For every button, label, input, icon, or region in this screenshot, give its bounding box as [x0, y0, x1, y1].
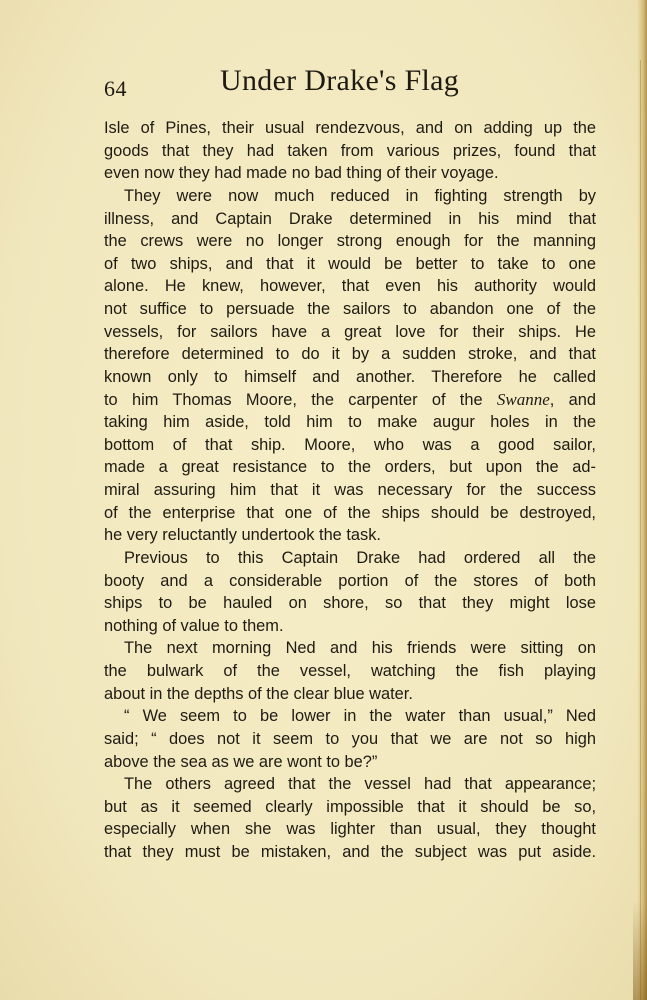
text-line: about in the depths of the clear blue water.	[104, 684, 413, 703]
page-number: 64	[104, 76, 127, 101]
ship-name-italic: Swanne	[496, 389, 550, 409]
text-line: the bulwark of the vessel, watching the fish playing	[104, 662, 596, 680]
text-line: even now they had made no bad thing of their voyage.	[104, 164, 499, 183]
page-header	[104, 62, 496, 110]
text-line: Isle of Pines, their usual rendezvous, and on adding up the	[104, 119, 596, 137]
text-line: that they must be mistaken, and the subject was put aside.	[104, 843, 596, 861]
text-line: alone. He knew, however, that even his authority would	[104, 277, 596, 296]
text-line: The next morning Ned and his friends were sitting on	[124, 639, 596, 658]
text-line: especially when she was lighter than usual, they thought	[104, 820, 596, 839]
text-line: booty and a considerable portion of the stores of both	[104, 571, 596, 590]
text-line: of the enterprise that one of the ships should be destroyed,	[104, 503, 596, 522]
text-line: but as it seemed clearly impossible that it should be so,	[104, 797, 596, 816]
body-text	[104, 117, 596, 864]
page-edge-shadow	[637, 0, 647, 1000]
page-edge-line	[640, 60, 641, 1000]
text-line: of two ships, and that it would be better to take to one	[104, 254, 596, 273]
text-line: made a great resistance to the orders, but upon the ad-	[104, 458, 596, 477]
text-line	[104, 389, 596, 412]
text-line: taking him aside, told him to make augur holes in the	[104, 413, 596, 432]
text-line: therefore determined to do it by a sudden stroke, and that	[104, 345, 596, 364]
text-segment: to him Thomas Moore, the carpenter of the	[104, 390, 497, 409]
text-line: vessels, for sailors have a great love for their ships. He	[104, 322, 596, 341]
text-line: goods that they had taken from various prizes, found that	[104, 141, 596, 160]
text-line: Previous to this Captain Drake had ordered all the	[124, 548, 596, 567]
text-line: illness, and Captain Drake determined in his mind that	[104, 209, 596, 228]
text-line: ships to be hauled on shore, so that they might lose	[104, 594, 596, 613]
text-line: not suffice to persuade the sailors to abandon one of the	[104, 300, 596, 318]
text-line: said; “ does not it seem to you that we are not so high	[104, 729, 596, 748]
text-line: above the sea as we are wont to be?”	[104, 752, 378, 771]
page-corner-shadow	[633, 900, 647, 1000]
text-line: he very reluctantly undertook the task.	[104, 526, 381, 545]
text-line: known only to himself and another. Therefore he called	[104, 367, 596, 386]
text-line: nothing of value to them.	[104, 616, 284, 635]
text-segment: , and	[549, 390, 596, 409]
text-line: They were now much reduced in fighting strength by	[124, 186, 596, 205]
text-line: miral assuring him that it was necessary for the success	[104, 481, 596, 499]
text-line: bottom of that ship. Moore, who was a good sailor,	[104, 435, 596, 454]
text-line: the crews were no longer strong enough for the manning	[104, 232, 596, 251]
text-line: “ We seem to be lower in the water than usual,” Ned	[124, 707, 596, 726]
text-line: The others agreed that the vessel had that appearance;	[124, 775, 596, 794]
running-title: Under Drake's Flag	[220, 64, 460, 97]
